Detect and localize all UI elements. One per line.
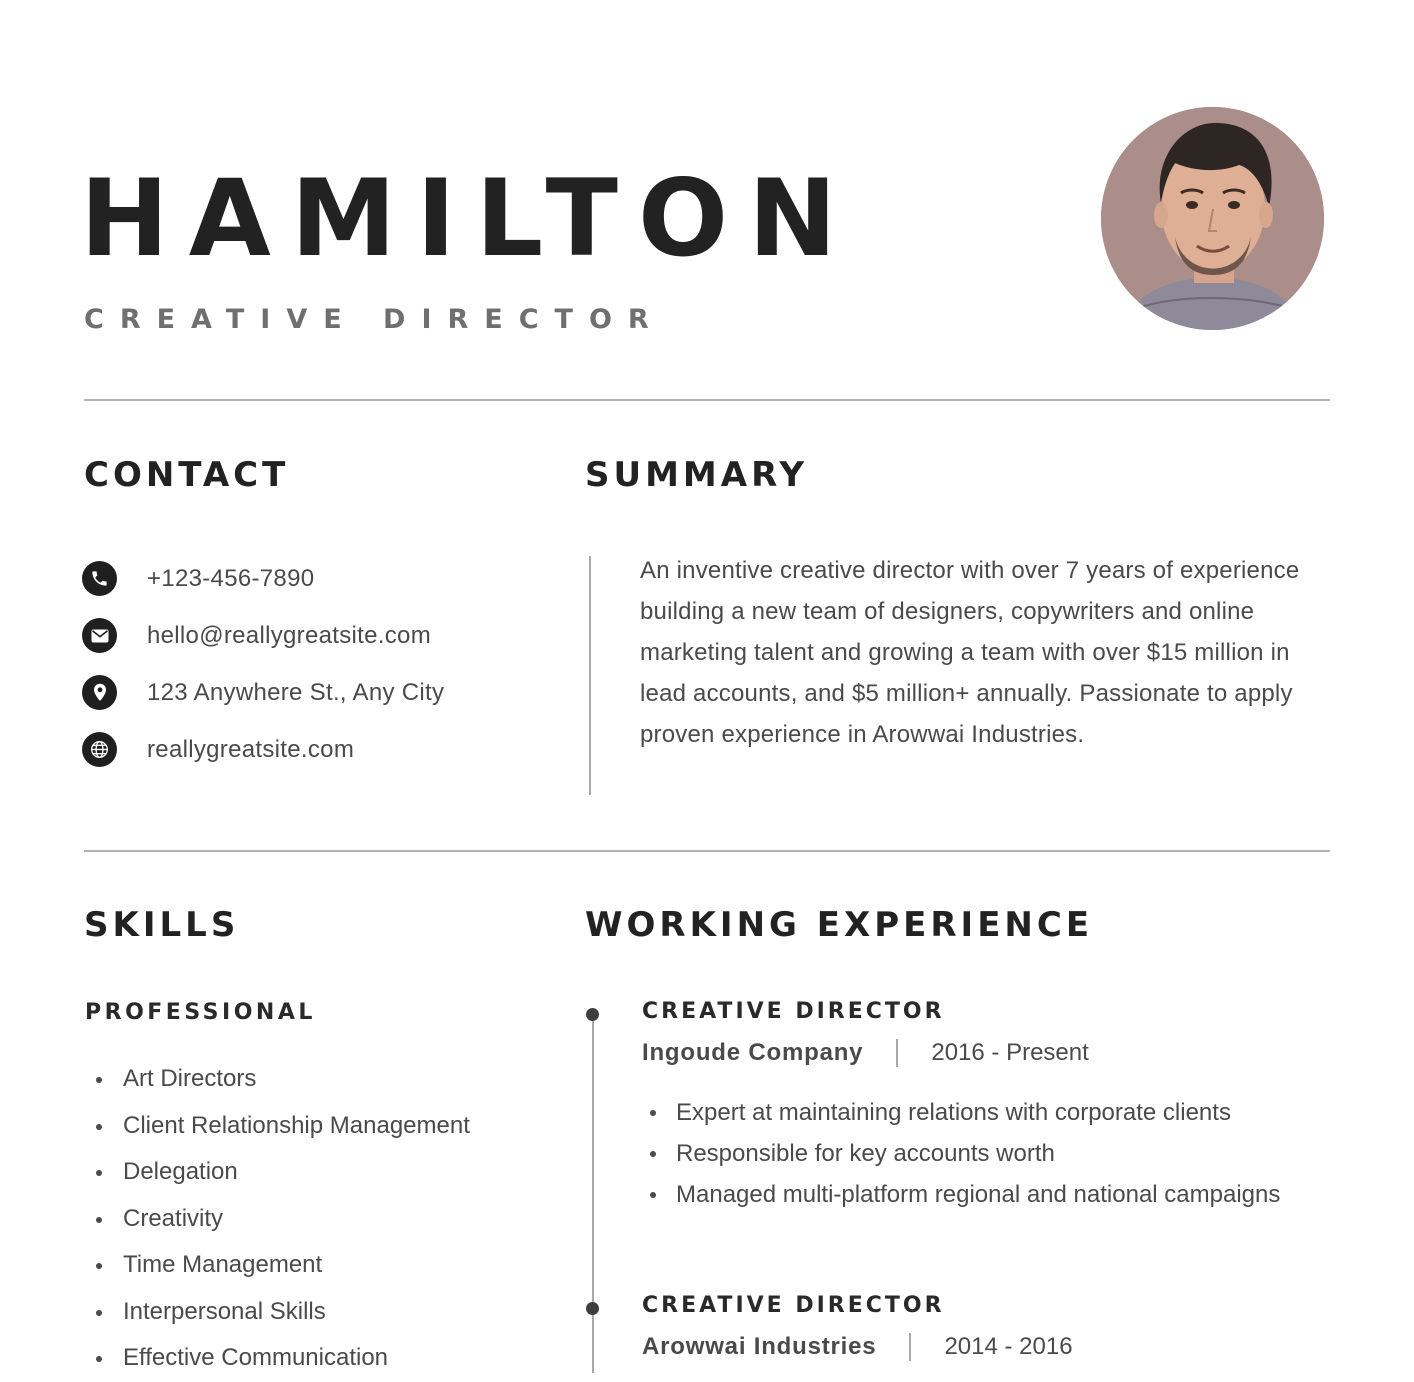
job-title: CREATIVE DIRECTOR: [642, 1293, 945, 1318]
contact-address: [82, 664, 444, 721]
location-pin-icon: [82, 675, 117, 710]
duty-item: Responsible for key accounts worth: [650, 1133, 1340, 1174]
skills-list: [96, 1056, 470, 1382]
meta-separator: [896, 1039, 898, 1067]
experience-heading: WORKING EXPERIENCE: [585, 905, 1094, 945]
phone-icon: [82, 561, 117, 596]
contact-heading: CONTACT: [84, 455, 290, 495]
job-company: Ingoude Company: [642, 1039, 864, 1066]
mail-icon: [82, 618, 117, 653]
skill-item: Time Management: [96, 1242, 470, 1289]
timeline-line: [592, 1013, 594, 1373]
skill-item: Creativity: [96, 1196, 470, 1243]
address-text: 123 Anywhere St., Any City: [147, 678, 445, 706]
job-period: 2014 - 2016: [944, 1333, 1073, 1360]
section-divider: [84, 850, 1330, 852]
contact-list: [82, 550, 444, 778]
skill-item: Interpersonal Skills: [96, 1289, 470, 1336]
skill-item: Art Directors: [96, 1056, 470, 1103]
skills-heading: SKILLS: [84, 905, 240, 945]
summary-divider: [589, 556, 591, 795]
duty-item: Managed multi-platform regional and national campaigns: [650, 1174, 1340, 1215]
timeline-dot: [586, 1008, 599, 1021]
timeline-dot: [586, 1302, 599, 1315]
summary-text: An inventive creative director with over 7 years of experience building a new team of designers, copywriters and online marketing talent and growing a team with over $15 million in lead accounts, and $5 million+ annually. Passionate to apply proven experience in Arowwai Industries.: [640, 557, 1300, 748]
job-meta: [642, 1333, 1073, 1361]
candidate-name: HAMILTON: [80, 157, 857, 280]
email-text[interactable]: hello@reallygreatsite.com: [147, 621, 431, 649]
job-period: 2016 - Present: [931, 1039, 1089, 1066]
skills-subheading: PROFESSIONAL: [85, 1000, 316, 1025]
summary-heading: SUMMARY: [585, 455, 809, 495]
profile-photo: [1101, 107, 1324, 330]
contact-phone: [82, 550, 444, 607]
job-duties: [650, 1092, 1340, 1215]
website-text[interactable]: reallygreatsite.com: [147, 735, 355, 763]
job-company: Arowwai Industries: [642, 1333, 877, 1360]
skill-item: Effective Communication: [96, 1335, 470, 1382]
globe-icon: [82, 732, 117, 767]
job-meta: [642, 1039, 1089, 1067]
skill-item: Delegation: [96, 1149, 470, 1196]
duty-item: Expert at maintaining relations with corporate clients: [650, 1092, 1340, 1133]
phone-text[interactable]: +123-456-7890: [147, 564, 315, 592]
skill-item: Client Relationship Management: [96, 1103, 470, 1150]
meta-separator: [909, 1333, 911, 1361]
section-divider: [84, 399, 1330, 401]
contact-email: [82, 607, 444, 664]
portrait-photo-icon: [1101, 107, 1324, 330]
candidate-role: CREATIVE DIRECTOR: [84, 304, 665, 335]
job-title: CREATIVE DIRECTOR: [642, 999, 945, 1024]
contact-website: [82, 721, 444, 778]
